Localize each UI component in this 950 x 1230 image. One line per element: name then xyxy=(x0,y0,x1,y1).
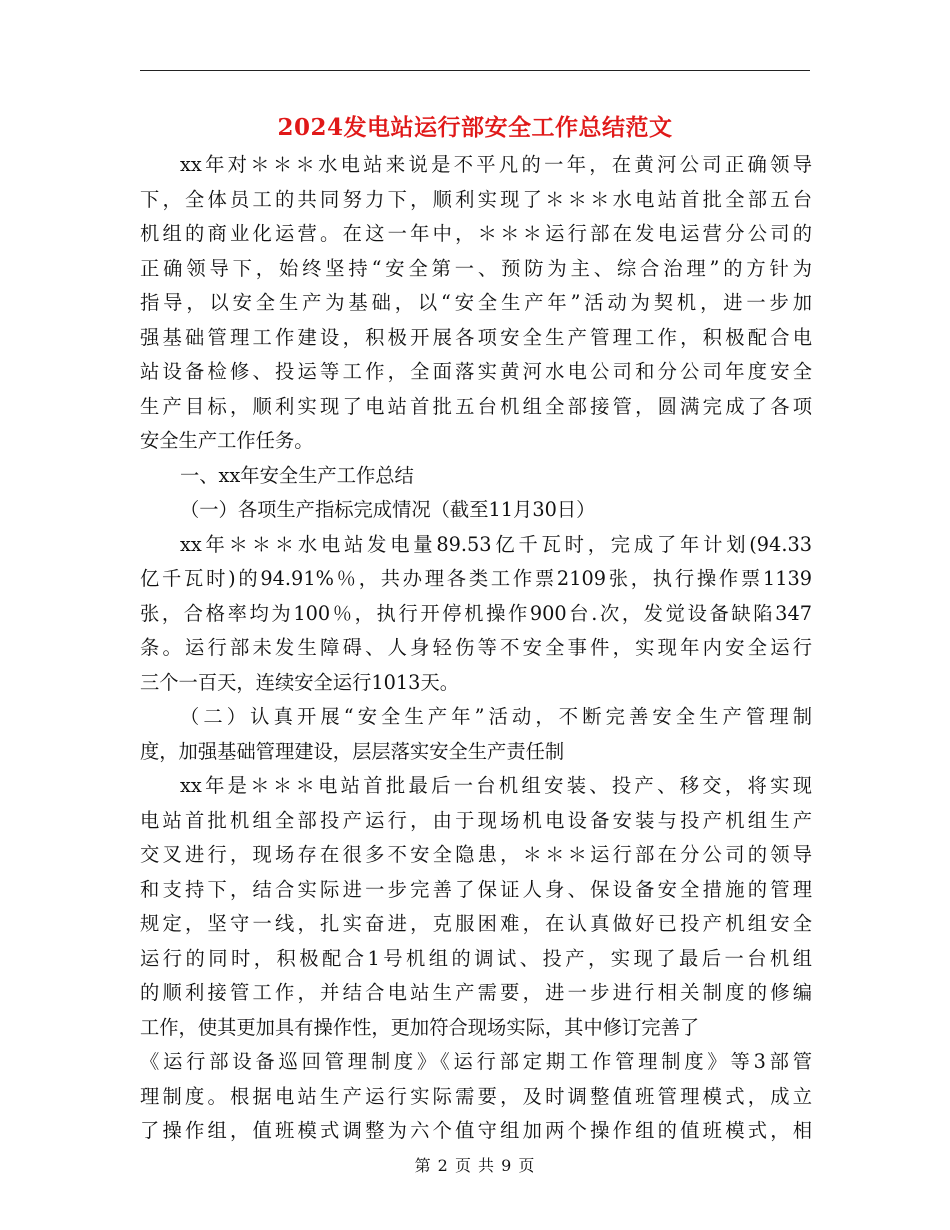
subsection-heading: （一）各项生产指标完成情况（截至11月30日） xyxy=(180,498,596,521)
body-line: 的顺利接管工作，并结合电站生产需要，进一步进行相关制度的修编 xyxy=(140,981,812,1004)
body-line: xx年是＊＊＊电站首批最后一台机组安装、投产、移交，将实现 xyxy=(180,774,812,797)
section-heading: 一、xx年安全生产工作总结 xyxy=(180,463,414,487)
subsection-heading: （二）认真开展“安全生产年”活动，不断完善安全生产管理制 xyxy=(180,705,812,728)
body-line: 正确领导下，始终坚持“安全第一、预防为主、综合治理”的方针为 xyxy=(140,256,812,280)
header-rule xyxy=(140,70,810,71)
document-title: 2024发电站运行部安全工作总结范文 xyxy=(277,114,673,141)
body-line: 强基础管理工作建设，积极开展各项安全生产管理工作，积极配合电 xyxy=(140,325,812,349)
body-line: 工作，使其更加具有操作性，更加符合现场实际，其中修订完善了 xyxy=(140,1015,700,1039)
body-line: 规定，坚守一线，扎实奋进，克服困难，在认真做好已投产机组安全 xyxy=(140,912,812,935)
body-line: 了操作组，值班模式调整为六个值守组加两个操作组的值班模式，相 xyxy=(140,1119,812,1142)
body-line: 生产目标，顺利实现了电站首批五台机组全部接管，圆满完成了各项 xyxy=(140,394,812,418)
body-line: 张，合格率均为100％，执行开停机操作900台.次，发觉设备缺陷347 xyxy=(140,601,812,625)
body-line: 指导，以安全生产为基础，以“安全生产年”活动为契机，进一步加 xyxy=(140,291,812,314)
body-line: 下，全体员工的共同努力下，顺利实现了＊＊＊水电站首批全部五台 xyxy=(140,187,812,211)
body-line: 站设备检修、投运等工作，全面落实黄河水电公司和分公司年度安全 xyxy=(140,360,812,383)
body-line: 交叉进行，现场存在很多不安全隐患，＊＊＊运行部在分公司的领导 xyxy=(140,843,812,866)
body-line: 亿千瓦时)的94.91%％，共办理各类工作票2109张，执行操作票1139 xyxy=(140,567,812,590)
body-line: xx年对＊＊＊水电站来说是不平凡的一年，在黄河公司正确领导 xyxy=(180,153,812,176)
body-line: 运行的同时，积极配合1号机组的调试、投产，实现了最后一台机组 xyxy=(140,946,812,970)
body-line: 安全生产工作任务。 xyxy=(140,429,314,452)
body-line: 三个一百天，连续安全运行1013天。 xyxy=(140,670,460,694)
body-line: 机组的商业化运营。在这一年中，＊＊＊运行部在发电运营分公司的 xyxy=(140,222,812,245)
subsection-heading: 度，加强基础管理建设，层层落实安全生产责任制 xyxy=(140,739,565,763)
page-number: 第 2 页 共 9 页 xyxy=(414,1156,536,1175)
body-line: 《运行部设备巡回管理制度》《运行部定期工作管理制度》等3部管 xyxy=(140,1050,812,1073)
document-body xyxy=(140,148,812,1149)
body-line: 和支持下，结合实际进一步完善了保证人身、保设备安全措施的管理 xyxy=(140,877,812,901)
body-line: 条。运行部未发生障碍、人身轻伤等不安全事件，实现年内安全运行 xyxy=(140,636,812,659)
body-line: 理制度。根据电站生产运行实际需要，及时调整值班管理模式，成立 xyxy=(140,1084,812,1108)
body-line: xx年＊＊＊水电站发电量89.53亿千瓦时，完成了年计划(94.33 xyxy=(180,532,812,556)
body-line: 电站首批机组全部投产运行，由于现场机电设备安装与投产机组生产 xyxy=(140,808,812,832)
